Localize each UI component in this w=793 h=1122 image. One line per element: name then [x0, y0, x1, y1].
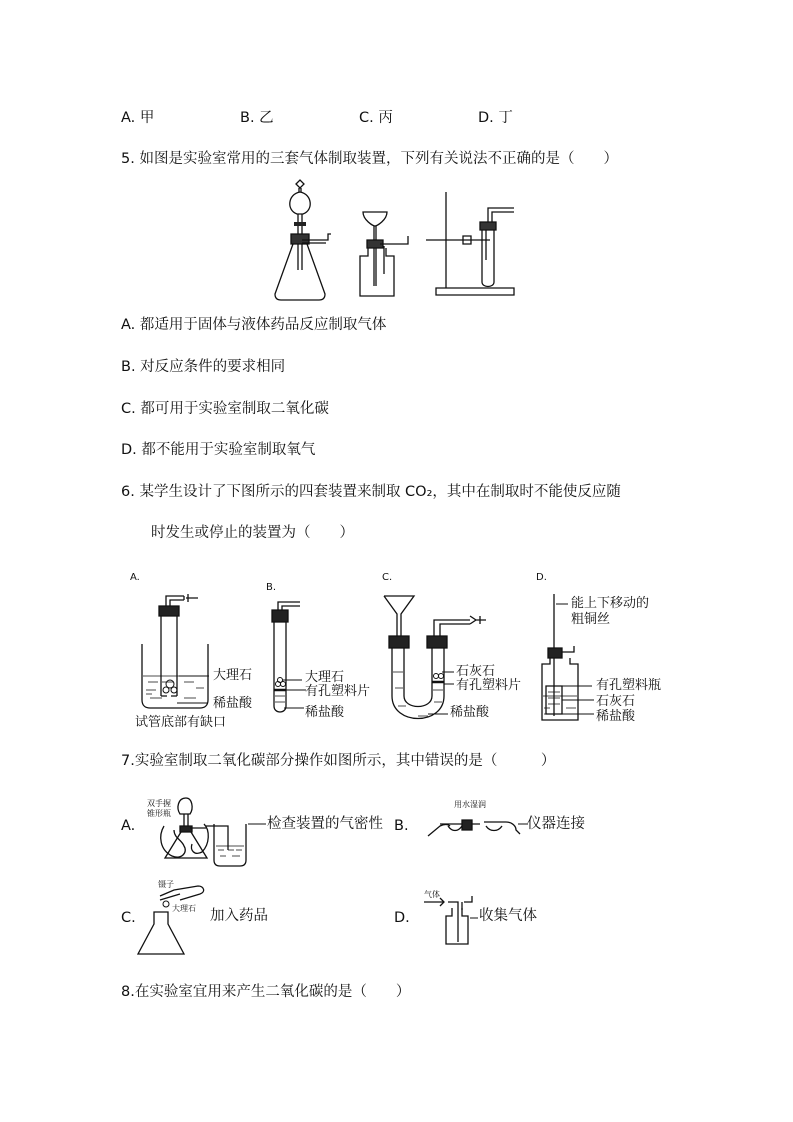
q6-fig-b-label-marble: 大理石	[305, 670, 345, 685]
q7-c-letter: C.	[121, 910, 136, 926]
q7-d-drawing	[424, 896, 478, 944]
q7-c-text: 加入药品	[210, 908, 268, 924]
q4-option-d: D. 丁	[478, 110, 513, 126]
q7-d-note: 气体	[424, 890, 440, 899]
q4-option-a: A. 甲	[121, 110, 155, 126]
q7-d-text: 收集气体	[479, 908, 537, 924]
q7-b-note: 用水湿润	[454, 800, 486, 809]
q7-b-drawing	[428, 820, 528, 836]
q6-stem-line2: 时发生或停止的装置为（ ）	[151, 525, 354, 541]
q6-fig-d-label-limestone: 石灰石	[596, 694, 636, 709]
q5-option-a: A. 都适用于固体与液体药品反应制取气体	[121, 317, 387, 333]
q7-a-note2: 锥形瓶	[147, 809, 171, 818]
q6-fig-c-label-plate: 有孔塑料片	[456, 678, 522, 693]
q5-option-b: B. 对反应条件的要求相同	[121, 359, 286, 375]
q4-option-c: C. 丙	[359, 110, 393, 126]
q6-fig-c-letter: C.	[382, 572, 393, 583]
q7-b-letter: B.	[394, 818, 409, 834]
q6-fig-d-label-acid: 稀盐酸	[596, 709, 636, 724]
q7-stem: 7.实验室制取二氧化碳部分操作如图所示，其中错误的是（ ）	[121, 753, 556, 769]
q7-b-text: 仪器连接	[527, 816, 585, 832]
q7-c-drawing	[138, 886, 204, 954]
q6-fig-b-label-acid: 稀盐酸	[305, 705, 345, 720]
q6-stem-line1: 6. 某学生设计了下图所示的四套装置来制取 CO₂，其中在制取时不能使反应随	[121, 484, 621, 500]
q8-stem: 8.在实验室宜用来产生二氧化碳的是（ ）	[121, 984, 411, 1000]
q6-fig-a-label-acid: 稀盐酸	[213, 696, 253, 711]
q7-c-note1: 镊子	[158, 880, 174, 889]
q6-fig-b-letter: B.	[266, 582, 277, 593]
q5-stem: 5. 如图是实验室常用的三套气体制取装置，下列有关说法不正确的是（ ）	[121, 151, 618, 167]
q6-fig-b-label-plate: 有孔塑料片	[305, 684, 371, 699]
q6-fig-d-label-wire: 粗铜丝	[571, 612, 611, 627]
q6-fig-d-label-movable: 能上下移动的	[571, 596, 650, 611]
q7-a-text: 检查装置的气密性	[267, 816, 383, 832]
q7-a-note1: 双手握	[147, 799, 171, 808]
q6-fig-c-label-limestone: 石灰石	[456, 664, 496, 679]
q6-fig-a-letter: A.	[130, 572, 140, 583]
q6-fig-c-label-acid: 稀盐酸	[450, 705, 490, 720]
q7-c-note2: 大理石	[172, 904, 196, 913]
q4-option-b: B. 乙	[240, 110, 274, 126]
q6-fig-a-label-marble: 大理石	[213, 668, 253, 683]
q7-a-drawing	[161, 798, 266, 866]
q5-option-c: C. 都可用于实验室制取二氧化碳	[121, 401, 329, 417]
q6-fig-d-label-bottle: 有孔塑料瓶	[596, 678, 662, 693]
q6-fig-a-caption: 试管底部有缺口	[135, 715, 227, 730]
q7-d-letter: D.	[394, 910, 410, 926]
q7-a-letter: A.	[121, 818, 136, 834]
q6-fig-d-letter: D.	[536, 572, 547, 583]
q5-option-d: D. 都不能用于实验室制取氧气	[121, 442, 316, 458]
